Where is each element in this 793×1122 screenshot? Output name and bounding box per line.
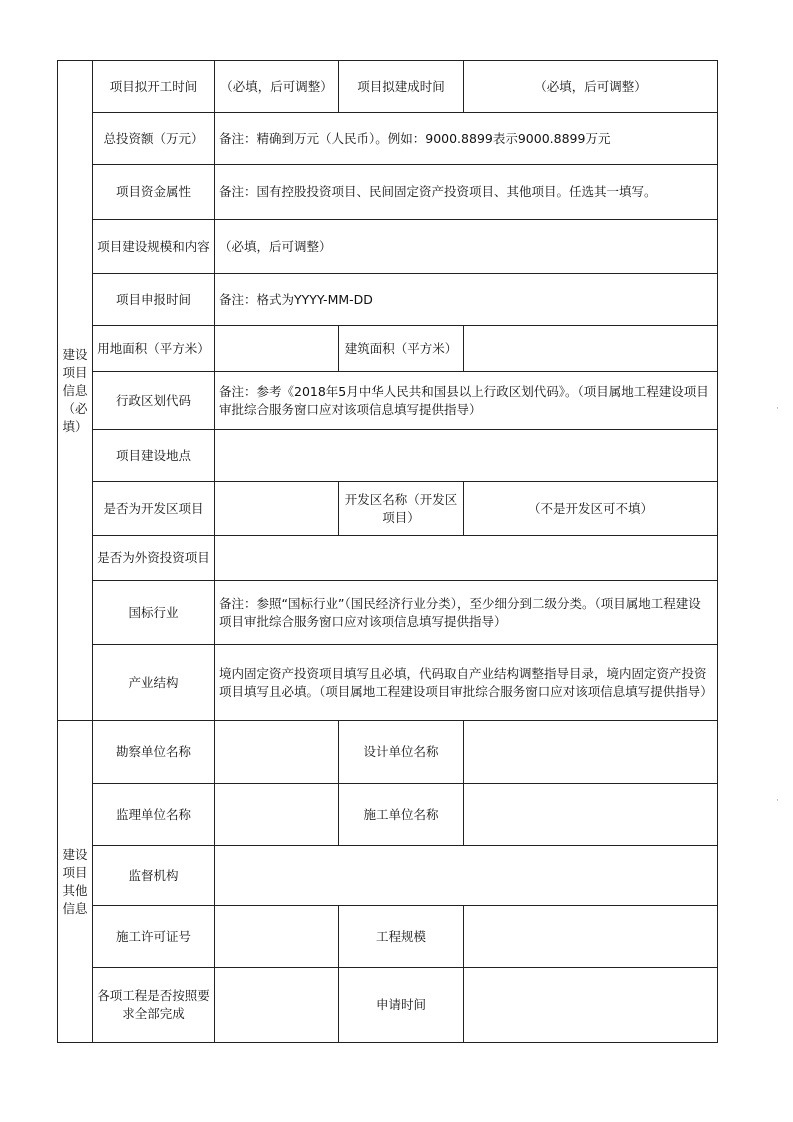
field-supervisory-agency[interactable] <box>215 846 718 906</box>
label-design-unit: 设计单位名称 <box>339 721 464 784</box>
field-planned-completion-time[interactable]: （必填，后可调整） <box>464 61 718 113</box>
row-completion-application <box>58 968 718 1043</box>
scan-speck: · <box>776 796 779 806</box>
field-industrial-structure[interactable]: 境内固定资产投资项目填写且必填，代码取自产业结构调整指导目录，境内固定资产投资项目填写且必填。（项目属地工程建设项目审批综合服务窗口应对该项信息填写提供指导） <box>215 645 718 721</box>
label-supervision-unit: 监理单位名称 <box>93 784 215 846</box>
field-declaration-time[interactable]: 备注：格式为YYYY-MM-DD <box>215 274 718 326</box>
field-admin-code[interactable]: 备注：参考《2018年5月中华人民共和国县以上行政区划代码》。（项目属地工程建设项目审批综合服务窗口应对该项信息填写提供指导） <box>215 372 718 430</box>
label-foreign-investment: 是否为外资投资项目 <box>93 536 215 581</box>
label-building-area: 建筑面积（平方米） <box>339 326 464 372</box>
field-survey-unit[interactable] <box>215 721 339 784</box>
label-application-time: 申请时间 <box>339 968 464 1043</box>
label-admin-code: 行政区划代码 <box>93 372 215 430</box>
scan-speck: · <box>776 404 779 414</box>
field-total-investment[interactable]: 备注：精确到万元（人民币）。例如：9000.8899表示9000.8899万元 <box>215 113 718 165</box>
label-permit-number: 施工许可证号 <box>93 906 215 968</box>
label-dev-zone-name: 开发区名称（开发区项目） <box>339 482 464 536</box>
field-project-scale[interactable] <box>464 906 718 968</box>
row-start-time <box>58 61 718 113</box>
row-scale-content <box>58 220 718 274</box>
field-national-industry[interactable]: 备注：参照“国标行业”（国民经济行业分类），至少细分到二级分类。（项目属地工程建设项目审批综合服务窗口应对该项信息填写提供指导） <box>215 581 718 645</box>
field-location[interactable] <box>215 430 718 482</box>
label-project-scale: 工程规模 <box>339 906 464 968</box>
label-works-completed: 各项工程是否按照要求全部完成 <box>93 968 215 1043</box>
field-is-dev-zone[interactable] <box>215 482 339 536</box>
field-land-area[interactable] <box>215 326 339 372</box>
label-planned-start-time: 项目拟开工时间 <box>93 61 215 113</box>
label-industrial-structure: 产业结构 <box>93 645 215 721</box>
field-application-time[interactable] <box>464 968 718 1043</box>
field-planned-start-time[interactable]: （必填，后可调整） <box>215 61 339 113</box>
field-fund-attribute[interactable]: 备注：国有控股投资项目、民间固定资产投资项目、其他项目。任选其一填写。 <box>215 165 718 220</box>
label-fund-attribute: 项目资金属性 <box>93 165 215 220</box>
row-foreign-investment <box>58 536 718 581</box>
row-declaration-time <box>58 274 718 326</box>
row-admin-code <box>58 372 718 430</box>
section-label-project-info: 建设项目信息（必填） <box>58 61 93 721</box>
label-survey-unit: 勘察单位名称 <box>93 721 215 784</box>
row-area <box>58 326 718 372</box>
label-is-dev-zone: 是否为开发区项目 <box>93 482 215 536</box>
row-survey-design <box>58 721 718 784</box>
row-dev-zone <box>58 482 718 536</box>
row-supervision-construction <box>58 784 718 846</box>
row-total-investment <box>58 113 718 165</box>
label-construction-unit: 施工单位名称 <box>339 784 464 846</box>
label-location: 项目建设地点 <box>93 430 215 482</box>
field-dev-zone-name[interactable]: （不是开发区可不填） <box>464 482 718 536</box>
field-foreign-investment[interactable] <box>215 536 718 581</box>
project-info-form <box>57 60 718 1043</box>
section-label-other-info: 建设项目其他信息 <box>58 721 93 1043</box>
field-permit-number[interactable] <box>215 906 339 968</box>
field-design-unit[interactable] <box>464 721 718 784</box>
row-supervisory-agency <box>58 846 718 906</box>
label-declaration-time: 项目申报时间 <box>93 274 215 326</box>
label-supervisory-agency: 监督机构 <box>93 846 215 906</box>
field-works-completed[interactable] <box>215 968 339 1043</box>
row-fund-attribute <box>58 165 718 220</box>
field-building-area[interactable] <box>464 326 718 372</box>
label-scale-content: 项目建设规模和内容 <box>93 220 215 274</box>
label-land-area: 用地面积（平方米） <box>93 326 215 372</box>
field-supervision-unit[interactable] <box>215 784 339 846</box>
label-planned-completion-time: 项目拟建成时间 <box>339 61 464 113</box>
label-national-industry: 国标行业 <box>93 581 215 645</box>
row-industry <box>58 581 718 645</box>
row-permit-scale <box>58 906 718 968</box>
row-location <box>58 430 718 482</box>
field-scale-content[interactable]: （必填，后可调整） <box>215 220 718 274</box>
label-total-investment: 总投资额（万元） <box>93 113 215 165</box>
field-construction-unit[interactable] <box>464 784 718 846</box>
row-industrial-structure <box>58 645 718 721</box>
